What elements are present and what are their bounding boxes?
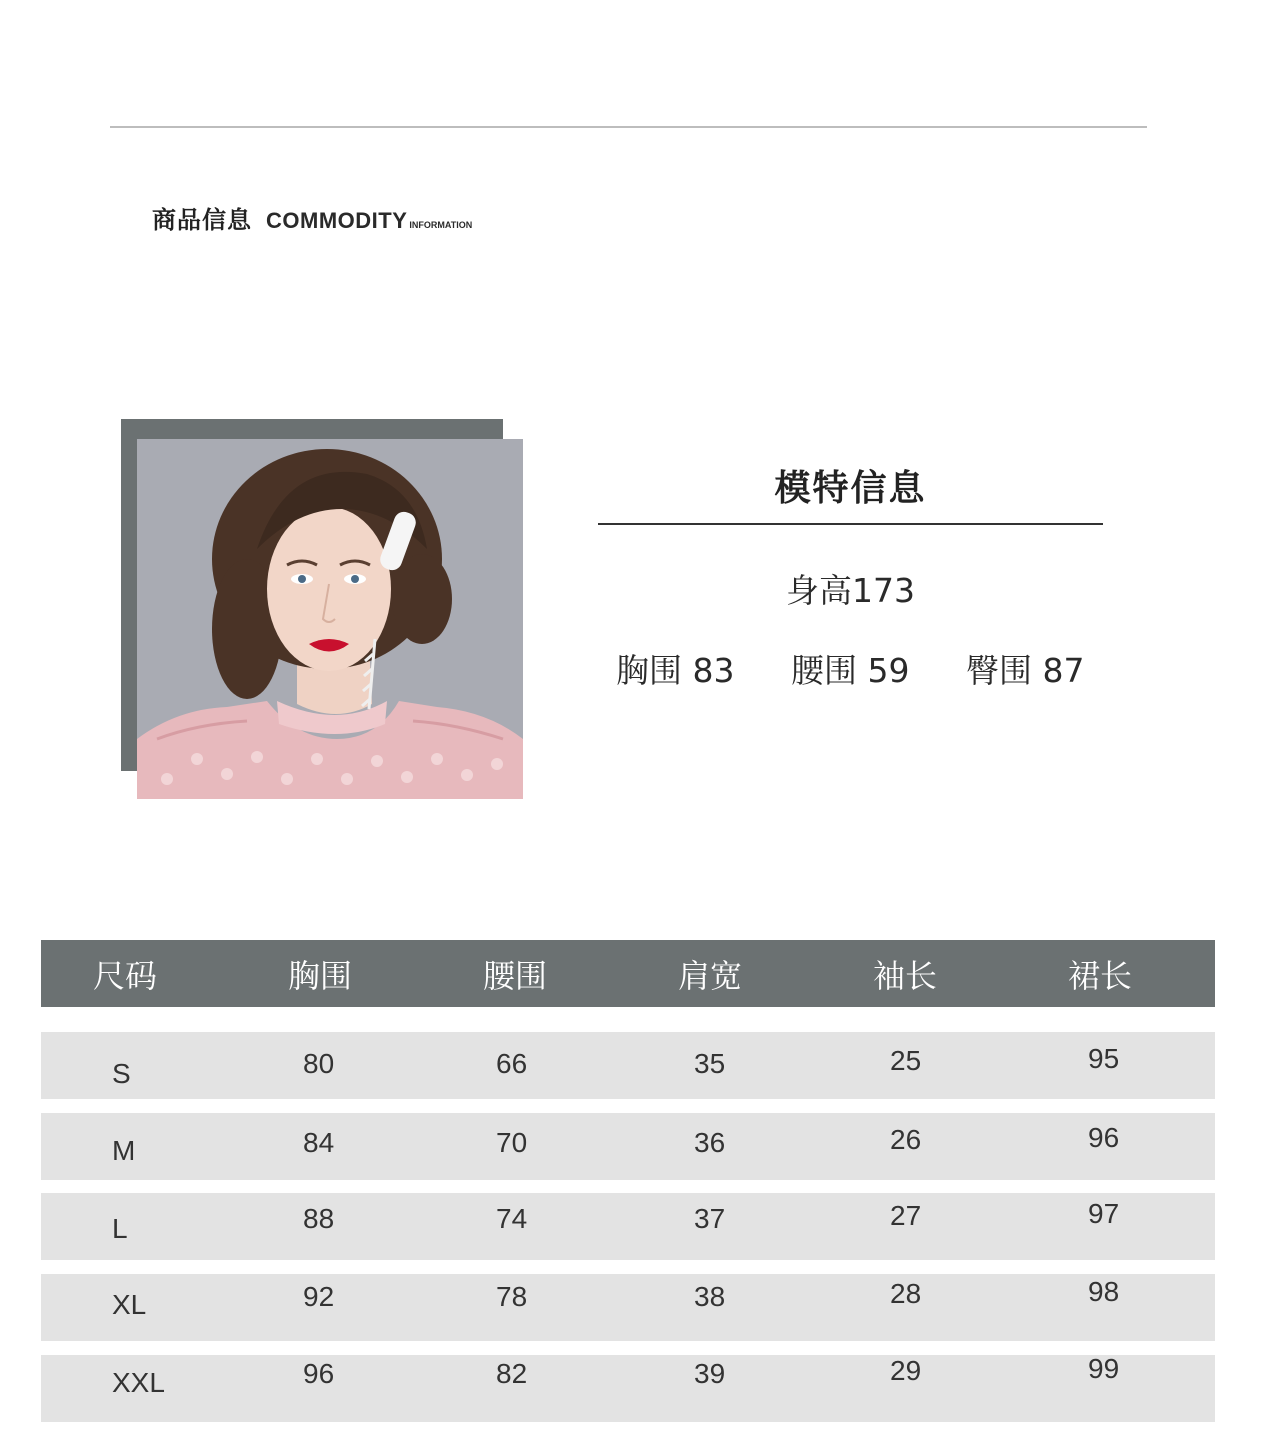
cell-shoulder: 37 (694, 1203, 726, 1234)
heading-english: COMMODITY (266, 208, 408, 233)
table-row (41, 1193, 1215, 1260)
header-size: 尺码 (93, 956, 158, 995)
cell-skirt: 99 (1088, 1353, 1120, 1384)
cell-shoulder: 36 (694, 1127, 726, 1158)
cell-sleeve: 28 (890, 1278, 922, 1309)
table-row (41, 1274, 1215, 1341)
cell-bust: 88 (303, 1203, 335, 1234)
cell-skirt: 98 (1088, 1276, 1120, 1307)
header-bust: 胸围 (288, 956, 353, 995)
heading-english-small: INFORMATION (409, 220, 473, 230)
header-shoulder: 肩宽 (678, 956, 743, 995)
heading-chinese: 商品信息 (152, 206, 252, 234)
model-hip: 臀围 87 (966, 651, 1085, 690)
top-divider (110, 126, 1147, 128)
cell-waist: 78 (496, 1281, 528, 1312)
cell-bust: 80 (303, 1048, 335, 1079)
cell-sleeve: 25 (890, 1045, 922, 1076)
table-row (41, 1355, 1215, 1422)
cell-sleeve: 29 (890, 1355, 922, 1386)
model-photo (137, 439, 523, 799)
model-bust: 胸围 83 (616, 651, 735, 690)
cell-shoulder: 35 (694, 1048, 726, 1079)
cell-bust: 96 (303, 1358, 335, 1389)
cell-bust: 92 (303, 1281, 335, 1312)
cell-sleeve: 27 (890, 1200, 922, 1231)
header-skirt: 裙长 (1068, 956, 1133, 995)
model-waist: 腰围 59 (791, 651, 910, 690)
size-table-header (41, 940, 1215, 1007)
table-row (41, 1113, 1215, 1180)
cell-waist: 74 (496, 1203, 528, 1234)
model-info-title: 模特信息 (774, 468, 927, 509)
cell-size: XXL (112, 1367, 165, 1398)
table-row (41, 1032, 1215, 1099)
model-measurements (616, 645, 1084, 692)
cell-size: XL (112, 1289, 147, 1320)
model-illustration (137, 439, 523, 799)
cell-shoulder: 39 (694, 1358, 726, 1389)
cell-size: L (112, 1213, 128, 1244)
cell-waist: 66 (496, 1048, 528, 1079)
header-sleeve: 袖长 (873, 956, 938, 995)
model-info-divider (598, 523, 1103, 525)
header-waist: 腰围 (483, 956, 548, 995)
cell-bust: 84 (303, 1127, 335, 1158)
cell-waist: 70 (496, 1127, 528, 1158)
cell-skirt: 96 (1088, 1122, 1120, 1153)
cell-skirt: 95 (1088, 1043, 1120, 1074)
cell-sleeve: 26 (890, 1124, 922, 1155)
section-heading (152, 200, 472, 235)
cell-skirt: 97 (1088, 1198, 1120, 1229)
cell-size: S (112, 1058, 131, 1089)
cell-size: M (112, 1135, 136, 1166)
model-height: 身高173 (786, 571, 915, 610)
cell-shoulder: 38 (694, 1281, 726, 1312)
cell-waist: 82 (496, 1358, 528, 1389)
